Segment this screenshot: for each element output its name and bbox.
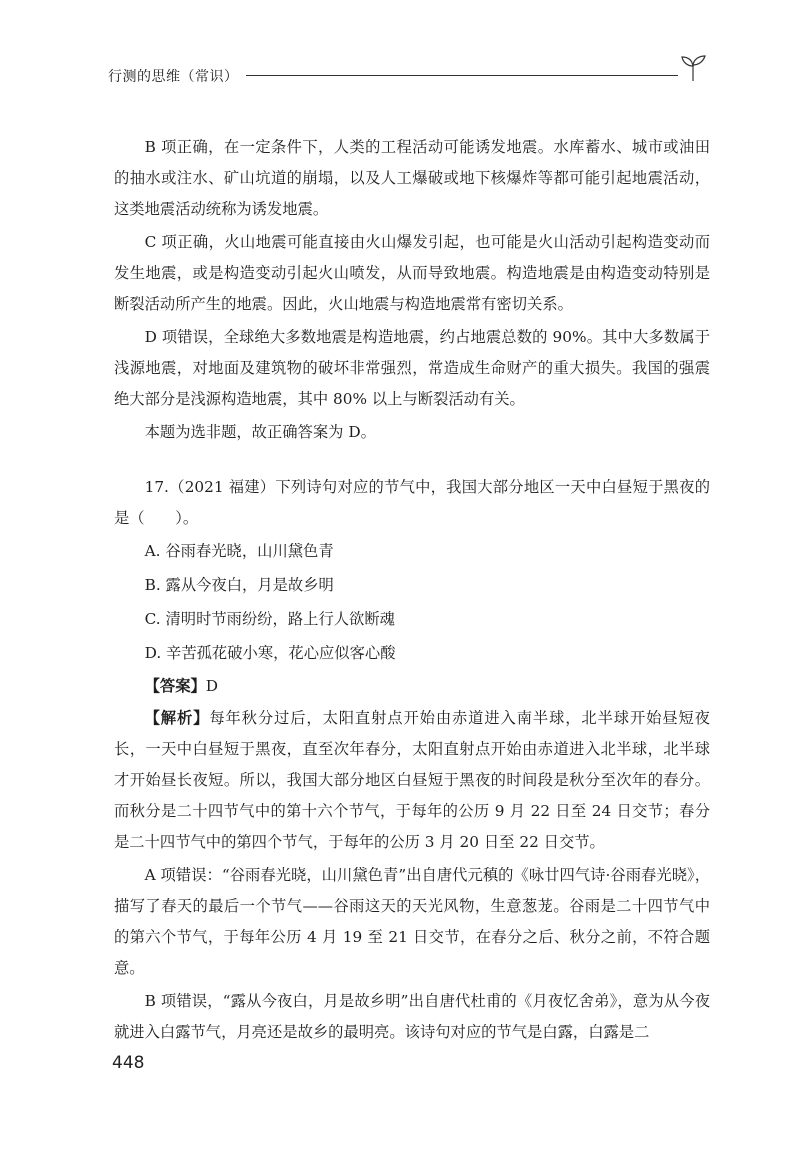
paragraph-option-b: B 项正确，在一定条件下，人类的工程活动可能诱发地震。水库蓄水、城市或油田的抽水或注水、矿山坑道的崩塌，以及人工爆破或地下核爆炸等都可能引起地震活动，这类地震活动统称为诱发地震。 <box>114 138 710 218</box>
option-b: B. 露从今夜白，月是故乡明 <box>144 576 334 594</box>
analysis-label: 【解析】 <box>144 709 210 727</box>
running-header <box>108 62 708 88</box>
answer-value: D <box>205 677 219 695</box>
paragraph-option-d: D 项错误，全球绝大多数地震是构造地震，约占地震总数的 90%。其中大多数属于浅源地震，对地面及建筑物的破坏非常强烈，常造成生命财产的重大损失。我国的强震绝大部分是浅源构造地震，其中 80% 以上与断裂活动有关。 <box>114 328 710 408</box>
analysis-paragraph <box>114 703 710 858</box>
header-rule <box>246 75 678 76</box>
sprout-icon <box>678 54 708 82</box>
page-content <box>114 132 710 1048</box>
page-number: 448 <box>112 1053 145 1073</box>
option-c: C. 清明时节雨纷纷，路上行人欲断魂 <box>144 610 395 628</box>
option-d: D. 辛苦孤花破小寒，花心应似客心酸 <box>144 644 396 662</box>
paragraph-analysis-b: B 项错误，“露从今夜白，月是故乡明”出自唐代杜甫的《月夜忆舍弟》，意为从今夜就进入白露节气，月亮还是故乡的最明亮。该诗句对应的节气是白露，白露是二 <box>114 992 710 1041</box>
question-stem: 17.（2021 福建）下列诗句对应的节气中，我国大部分地区一天中白昼短于黑夜的是（ ）。 <box>114 478 710 527</box>
paragraph-option-c: C 项正确，火山地震可能直接由火山爆发引起，也可能是火山活动引起构造变动而发生地震，或是构造变动引起火山喷发，从而导致地震。构造地震是由构造变动特别是断裂活动所产生的地震。因此，火山地震与构造地震常有密切关系。 <box>114 233 710 313</box>
paragraph-conclusion: 本题为选非题，故正确答案为 D。 <box>144 423 376 441</box>
option-a: A. 谷雨春光晓，山川黛色青 <box>144 542 334 560</box>
answer-line <box>114 670 710 703</box>
answer-label: 【答案】 <box>144 677 206 695</box>
paragraph-analysis-a: A 项错误：“谷雨春光晓，山川黛色青”出自唐代元稹的《咏廿四气诗·谷雨春光晓》，描写了春天的最后一个节气——谷雨这天的天光风物，生意葱茏。谷雨是二十四节气中的第六个节气，于每年公历 4 月 19 至 21 日交节，在春分之后、秋分之前，不符合题意。 <box>114 866 710 977</box>
analysis-text: 每年秋分过后，太阳直射点开始由赤道进入南半球，北半球开始昼短夜长，一天中白昼短于黑夜，直至次年春分，太阳直射点开始由赤道进入北半球，北半球才开始昼长夜短。所以，我国大部分地区白昼短于黑夜的时间段是秋分至次年的春分。而秋分是二十四节气中的第十六个节气，于每年的公历 9 月 22 日至 24 日交节；春分是二十四节气中的第四个节气，于每年的公历 3 月 20 日至 22 日交节。 <box>114 709 710 851</box>
header-title: 行测的思维（常识） <box>108 69 239 85</box>
